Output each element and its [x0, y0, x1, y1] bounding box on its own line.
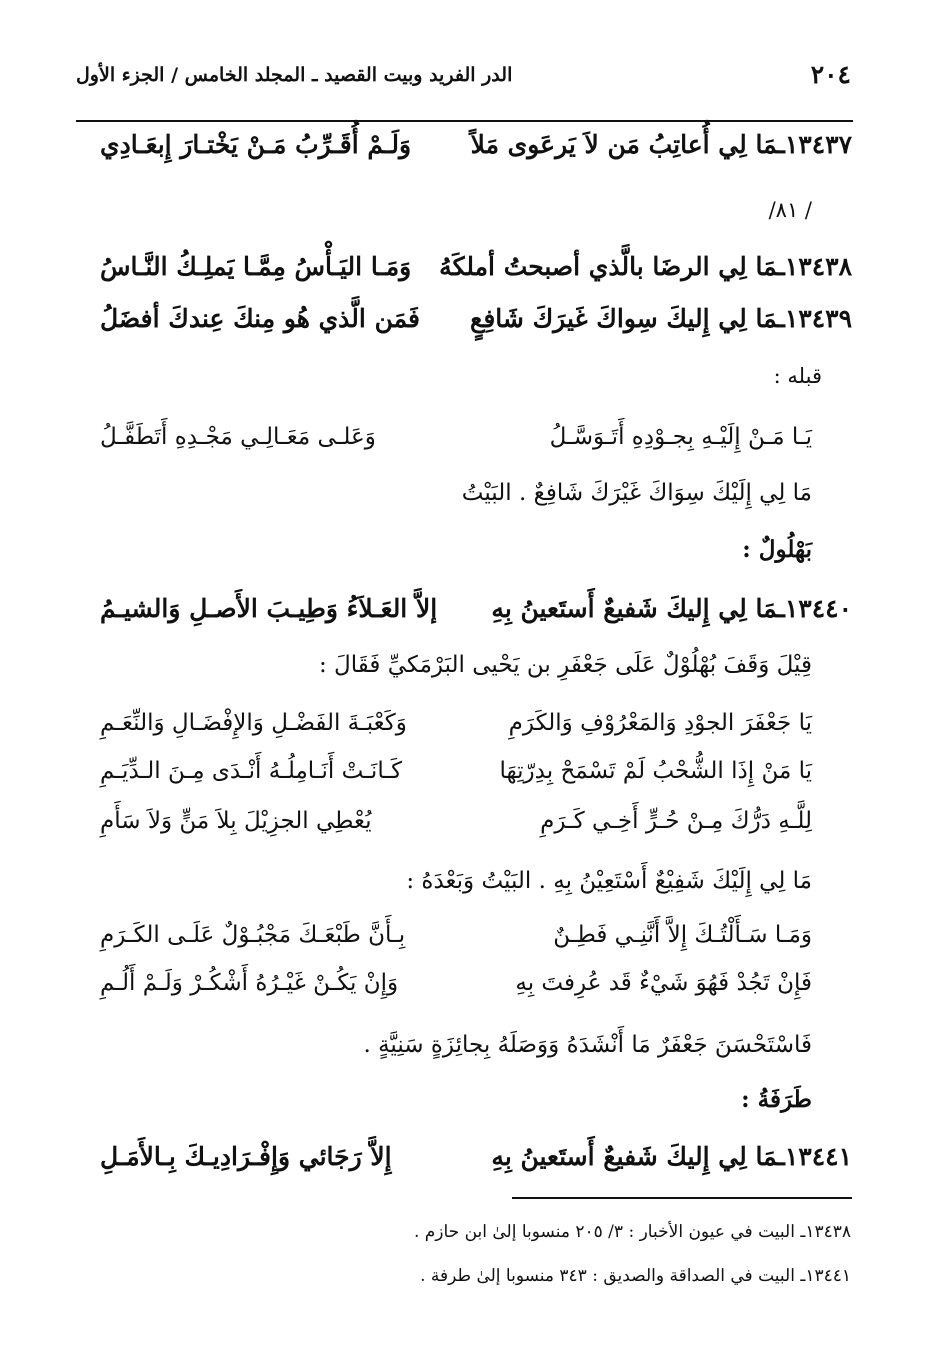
story-verse-5 — [100, 922, 812, 972]
story-verse-6 — [100, 970, 812, 1020]
qablahu-label — [100, 364, 822, 414]
prose-text: مَا لِي إِلَيْكَ شَفِيْعٌ أَسْتَعِيْنُ بِهِ . البَيْتُ وَبَعْدَهُ : — [406, 868, 812, 894]
verse-second-hemistich: بِـأَنَّ طَبْعَـكَ مَجْبُـوْلٌ عَلَـى الكَـرَمِ — [100, 922, 406, 948]
verse-second-hemistich: يُعْطِي الجزِيْلَ بِلاَ مَنٍّ وَلاَ سَأَمِ — [100, 808, 372, 834]
verse-13438 — [100, 252, 852, 302]
verse-first-hemistich: يَـا مَـنْ إِلَيْـهِ بِجـوْدِهِ أَتَـوَسَّـلُ — [549, 424, 812, 450]
verse-first-hemistich: يَا مَنْ إِذَا الشُّحْبُ لَمْ تَسْمَحْ بِدِرّتِهَا — [499, 758, 812, 784]
verse-second-hemistich: وَإِنْ يَكُـنْ غَيْـرُهُ أَشْكُـرْ وَلَـمْ أَلُـمِ — [100, 970, 399, 996]
label-text: قبله : — [773, 364, 822, 388]
verse-second-hemistich: فَمَن الَّذي هُو مِنكَ عِندكَ أفضَلُ — [100, 304, 421, 333]
footnote-rule — [512, 1197, 852, 1199]
hemistich-text: مَا لِي أُعاتِبُ مَن لاَ يَرعَوى مَلاً — [470, 130, 778, 159]
folio-reference — [100, 198, 812, 248]
verse-first-hemistich: وَمَـا سَـأَلْتُـكَ إِلاَّ أَنَّنِـي فَطِـنٌ — [553, 922, 812, 948]
quoted-verse-1 — [100, 424, 812, 474]
hemistich-text: مَا لِي إِليكَ سِواكَ غَيرَكَ شَافِعٍ — [470, 304, 778, 333]
running-title: الدر الفريد وبيت القصيد ـ المجلد الخامس / الجزء الأول — [76, 64, 513, 86]
verse-first-hemistich — [470, 304, 852, 333]
label-text: طَرَفَةُ : — [741, 1086, 812, 1113]
verse-number: ١٣٤٤٠ـ — [777, 594, 852, 623]
verse-first-hemistich — [491, 1142, 852, 1171]
hemistich-text: مَا لِي إِليكَ شَفيعٌ أَستَعينُ بِهِ — [491, 594, 778, 623]
verse-first-hemistich — [491, 594, 852, 623]
header-rule — [76, 120, 853, 122]
hemistich-text: مَا لِي إِليكَ شَفيعٌ أَستَعينُ بِهِ — [491, 1142, 778, 1171]
footnote-13441: ١٣٤٤١ـ البيت في الصداقة والصديق : ٣٤٣ منسوبا إلىٰ طرفة . — [420, 1266, 851, 1286]
verse-first-hemistich: يَا جَعْفَرَ الجوْدِ وَالمَعْرُوْفِ وَالكَرَمِ — [508, 710, 812, 736]
verse-first-hemistich: لِلَّـهِ دَرُّكَ مِـنْ حُـرٍّ أَخِـي كَـرَمِ — [540, 808, 812, 834]
verse-13437 — [100, 130, 852, 180]
verse-second-hemistich: وَكَعْبَـةَ الفَضْـلِ وَالإِفْضَـالِ وَالنِّعَـمِ — [100, 710, 407, 736]
verse-second-hemistich: إِلاَّ رَجَائي وَإِفْـرَادِيـكَ بِـالأَمَـلِ — [100, 1142, 392, 1171]
page-number: ٢٠٤ — [810, 60, 851, 89]
verse-second-hemistich: وَمَـا اليَـأْسُ مِمَّـا يَملِـكُ النَّـاسُ — [100, 252, 412, 281]
story-verse-1 — [100, 710, 812, 760]
quoted-verse-2 — [100, 480, 812, 530]
verse-number: ١٣٤٣٨ـ — [777, 252, 852, 281]
story-conclusion — [100, 1032, 812, 1082]
verse-13439 — [100, 304, 852, 354]
verse-first-hemistich: فَإِنْ تَجُدْ فَهُوَ شَيْءٌ قَد عُرِفتَ بِهِ — [515, 970, 812, 996]
story-intro — [100, 652, 812, 702]
story-line-4 — [100, 868, 812, 918]
verse-number: ١٣٤٤١ـ — [777, 1142, 852, 1171]
verse-first-hemistich — [471, 130, 852, 159]
label-text: بَهْلُولٌ : — [742, 536, 812, 563]
page-header — [76, 58, 851, 108]
footnote-13438: ١٣٤٣٨ـ البيت في عيون الأخبار : ٣/ ٢٠٥ منسوبا إلىٰ ابن حازم . — [413, 1222, 851, 1242]
prose-text: قِيْلَ وَقَفَ بُهْلُوْلٌ عَلَى جَعْفَرِ بن يَحْيى البَرْمَكيِّ فَقَالَ : — [318, 652, 812, 678]
verse-second-hemistich: إلاَّ العَـلاَءُ وَطِيـبَ الأَصـلِ وَالشيـمُ — [100, 594, 438, 623]
hemistich-text: مَا لِي إِلَيْكَ سِوَاكَ غَيْرَكَ شَافِعٌ . البَيْتُ — [461, 480, 812, 506]
story-verse-2 — [100, 758, 812, 808]
prose-text: فَاسْتَحْسَنَ جَعْفَرٌ مَا أَنْشَدَهُ وَوَصَلَهُ بِجائِزَةٍ سَنِيَّةٍ . — [363, 1032, 812, 1058]
verse-number: ١٣٤٣٧ـ — [777, 130, 852, 159]
verse-first-hemistich — [439, 252, 852, 281]
verse-second-hemistich: وَعَلـى مَعَـالِـي مَجْـدِهِ أَتَطَفَّـلُ — [100, 424, 376, 450]
verse-number: ١٣٤٣٩ـ — [777, 304, 852, 333]
hemistich-text: مَا لِي الرضَا بالَّذي أصبحتُ أملكَهُ — [439, 252, 778, 281]
verse-13440 — [100, 594, 852, 644]
verse-second-hemistich: كَـانَـتْ أَنَـامِلُـهُ أَنْـدَى مِـنَ الـدِّيَـمِ — [100, 758, 403, 784]
verse-second-hemistich: وَلَـمْ أُقَـرِّبُ مَـنْ يَخْتـارَ إِبعَـادِي — [100, 130, 412, 159]
story-verse-3 — [100, 808, 812, 858]
verse-13441 — [100, 1142, 852, 1192]
bahlul-label — [100, 536, 812, 586]
folio-text: / ٨١/ — [768, 198, 812, 222]
tarafa-label — [100, 1086, 812, 1136]
